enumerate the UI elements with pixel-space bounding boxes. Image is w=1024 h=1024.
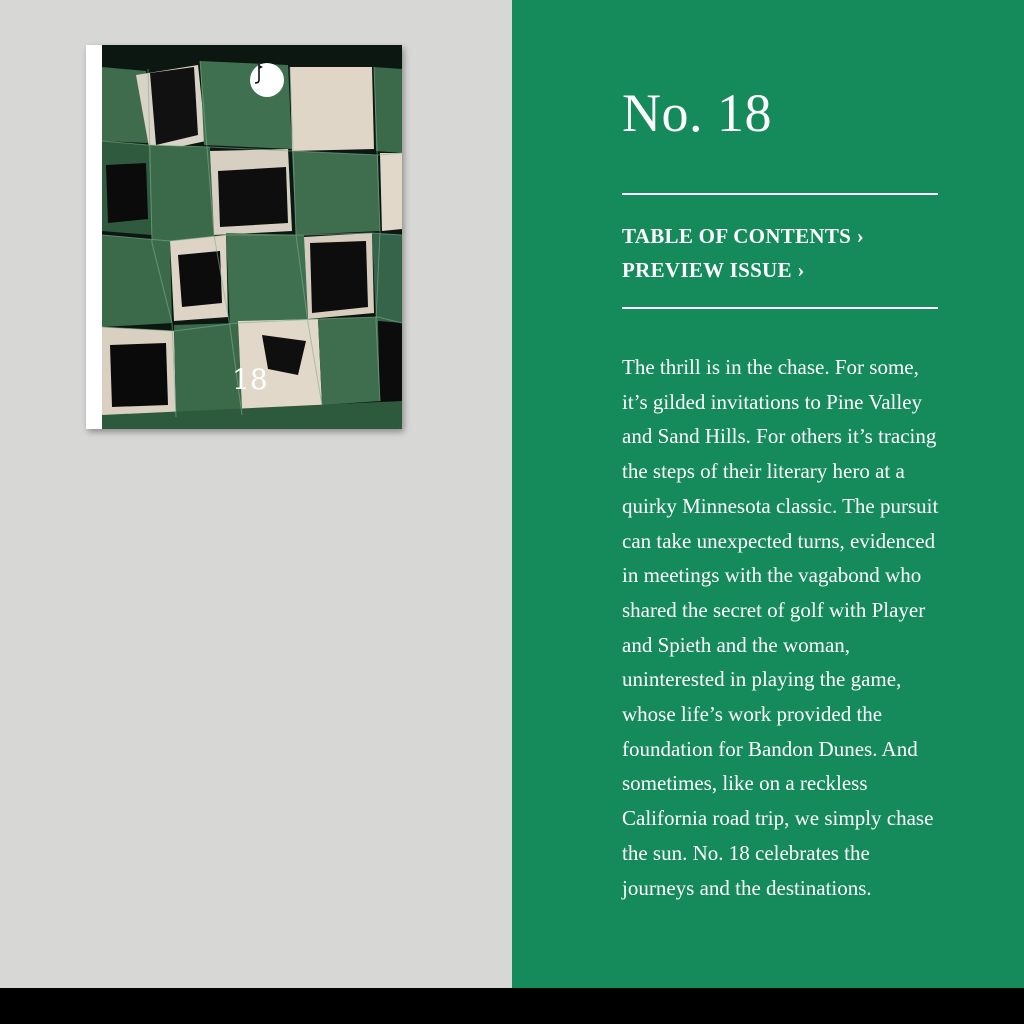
issue-title: No. 18 (622, 83, 772, 143)
divider-top (622, 193, 938, 195)
magazine-cover[interactable] (86, 45, 402, 429)
table-of-contents-link[interactable]: TABLE OF CONTENTS › (622, 224, 864, 248)
flagstick-icon (250, 63, 284, 97)
bottom-bar (0, 988, 1024, 1024)
issue-description: The thrill is in the chase. For some, it’s gilded invitations to Pine Valley and Sand Hills. For others it’s tracing the steps of their literary hero at a quirky Minnesota classic. The pursuit can take unexpected turns, evidenced in meetings with the vagabond who shared the secret of golf with Player and Spieth and the woman, uninterested in playing the game, whose life’s work provided the foundation for Bandon Dunes. And sometimes, like on a reckless California road trip, we simply chase the sun. No. 18 celebrates the journeys and the destinations. (622, 355, 939, 900)
preview-issue-link[interactable]: PREVIEW ISSUE › (622, 258, 805, 282)
cover-image (102, 45, 402, 429)
cover-issue-number: 18 (232, 363, 268, 396)
divider-bottom (622, 307, 938, 309)
left-panel (0, 0, 512, 988)
